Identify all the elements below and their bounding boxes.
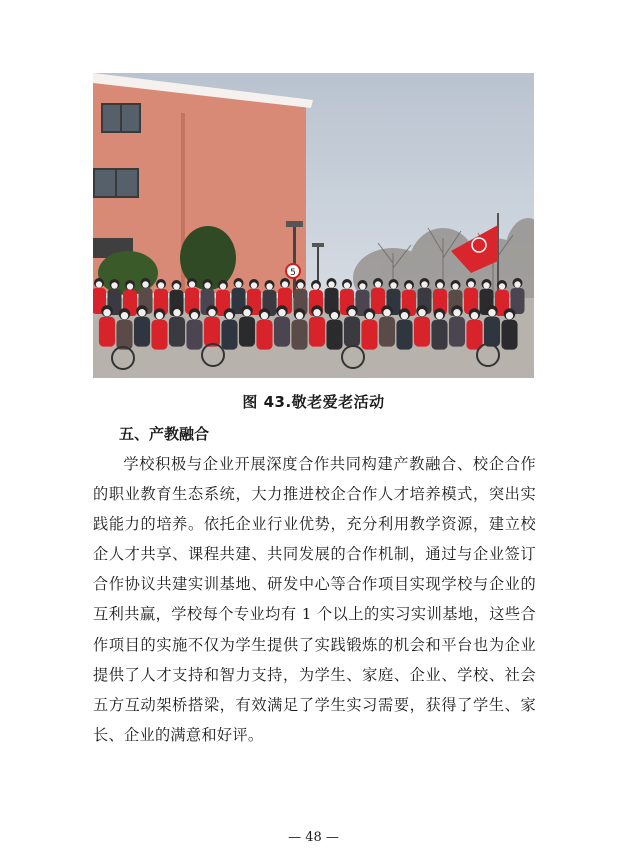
activity-photo (93, 73, 534, 378)
page-number: — 48 — (288, 830, 339, 845)
section-paragraph: 学校积极与企业开展深度合作共同构建产教融合、校企合作的职业教育生态系统，大力推进校企合作人才培养模式，突出实践能力的培养。依托企业行业优势，充分利用教学资源，建立校企人才共享、课程共建、共同发展的合作机制，通过与企业签订合作协议共建实训基地、研发中心等合作项目实现学校与企业的互利共赢，学校每个专业均有 1 个以上的实习实训基地，这些合作项目的实施不仅为学生提供了实践锻炼的机会和平台也为企业提供了人才支持和智力支持，为学生、家庭、企业、学校、社会五方互动架桥搭梁，有效满足了学生实习需要，获得了学生、家长、企业的满意和好评。 (93, 455, 536, 744)
figure-caption: 图 43.敬老爱老活动 (242, 393, 385, 411)
section-heading: 五、产教融合 (119, 425, 210, 443)
svg-text:5: 5 (290, 268, 296, 278)
